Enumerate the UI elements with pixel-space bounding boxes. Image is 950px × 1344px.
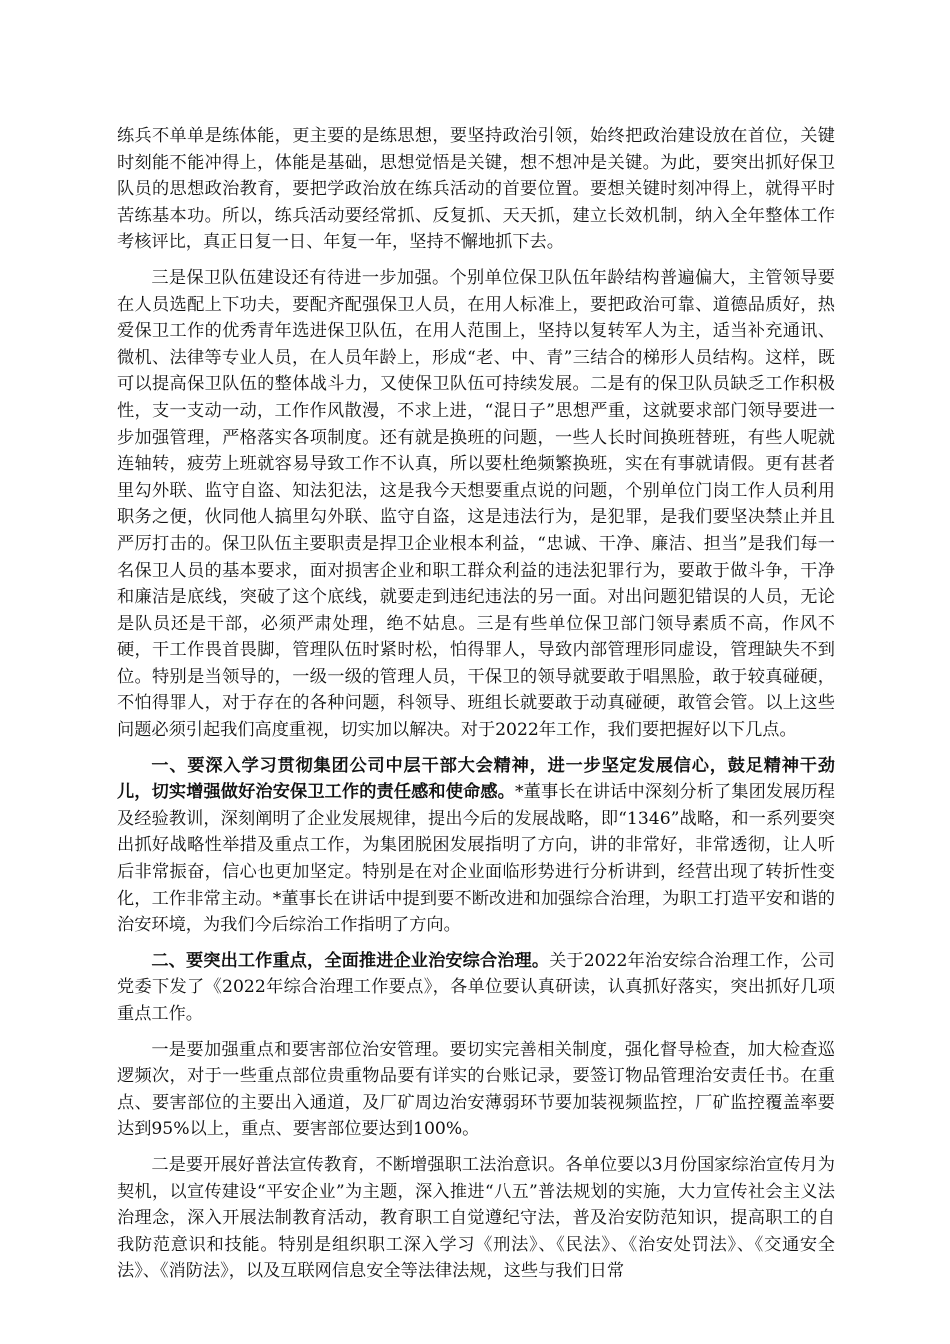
paragraph-text: 二是要开展好普法宣传教育，不断增强职工法治意识。各单位要以3月份国家综治宣传月为契机，以宣传建设“平安企业”为主题，深入推进“八五”普法规划的实施，大力宣传社会主义法治理念，深入开展法制教育活动，教育职工自觉遵纪守法，普及治安防范知识，提高职工的自我防范意识和技能。特别是组织职工深入学习《刑法》、《民法》、《治安处罚法》、《交通安全法》、《消防法》，以及互联网信息安全等法律法规，这些与我们日常 — [117, 1154, 835, 1282]
paragraph-team-building — [117, 265, 835, 744]
paragraph-text: *董事长在讲话中深刻分析了集团发展历程及经验教训，深刻阐明了企业发展规律，提出今后的发展战略，即“1346”战略，和一系列要突出抓好战略性举措及重点工作，为集团脱困发展指明了方向，讲的非常好，非常透彻，让人听后非常振奋，信心也更加坚定。特别是在对企业面临形势进行分析讲到，经营出现了转折性变化，工作非常主动。*董事长在讲话中提到要不断改进和加强综合治理，为职工打造平安和谐的治安环境，为我们今后综治工作指明了方向。 — [117, 782, 835, 936]
paragraph-key-areas — [117, 1037, 835, 1143]
paragraph-section-two — [117, 948, 835, 1028]
section-heading: 一、要深入学习贯彻集团公司中层干部大会精神，进一步坚定发展信心，鼓足精神干劲儿，切实增强做好治安保卫工作的责任感和使命感。 — [117, 755, 835, 803]
paragraph-text: 关于2022年治安综合治理工作，公司党委下发了《2022年综合治理工作要点》，各单位要认真研读，认真抓好落实，突出抓好几项重点工作。 — [117, 950, 835, 1024]
paragraph-text: 三是保卫队伍建设还有待进一步加强。个别单位保卫队伍年龄结构普遍偏大，主管领导要在人员选配上下功夫，要配齐配强保卫人员，在用人标准上，要把政治可靠、道德品质好，热爱保卫工作的优秀青年选进保卫队伍，在用人范围上，坚持以复转军人为主，适当补充通讯、微机、法律等专业人员，在人员年龄上，形成“老、中、青”三结合的梯形人员结构。这样，既可以提高保卫队伍的整体战斗力，又使保卫队伍可持续发展。二是有的保卫队员缺乏工作积极性，支一支动一动，工作作风散漫，不求上进，“混日子”思想严重，这就要求部门领导要进一步加强管理，严格落实各项制度。还有就是换班的问题，一些人长时间换班替班，有些人呢就连轴转，疲劳上班就容易导致工作不认真，所以要杜绝频繁换班，实在有事就请假。更有甚者里勾外联、监守自盗、知法犯法，这是我今天想要重点说的问题，个别单位门岗工作人员利用职务之便，伙同他人搞里勾外联、监守自盗，这是违法行为，是犯罪，是我们要坚决禁止并且严厉打击的。保卫队伍主要职责是捍卫企业根本利益，“忠诚、干净、廉洁、担当”是我们每一名保卫人员的基本要求，面对损害企业和职工群众利益的违法犯罪行为，要敢于做斗争，干净和廉洁是底线，突破了这个底线，就要走到违纪违法的另一面。对出问题犯错误的人员，无论是队员还是干部，必须严肃处理，绝不姑息。三是有些单位保卫部门领导素质不高，作风不硬，干工作畏首畏脚，管理队伍时紧时松，怕得罪人，导致内部管理形同虚设，管理缺失不到位。特别是当领导的，一级一级的管理人员，干保卫的领导就要敢于唱黑脸，敢于较真碰硬，不怕得罪人，对于存在的各种问题，科领导、班组长就要敢于动真碰硬，敢管会管。以上这些问题必须引起我们高度重视，切实加以解决。对于2022年工作，我们要把握好以下几点。 — [117, 267, 835, 741]
document-page — [117, 123, 835, 1294]
paragraph-text: 练兵不单单是练体能，更主要的是练思想，要坚持政治引领，始终把政治建设放在首位，关键时刻能不能冲得上，体能是基础，思想觉悟是关键，想不想冲是关键。为此，要突出抓好保卫队员的思想政治教育，要把学政治放在练兵活动的首要位置。要想关键时刻冲得上，就得平时苦练基本功。所以，练兵活动要经常抓、反复抓、天天抓，建立长效机制，纳入全年整体工作考核评比，真正日复一日、年复一年，坚持不懈地抓下去。 — [117, 126, 835, 253]
paragraph-legal-education — [117, 1152, 835, 1285]
section-heading: 二、要突出工作重点，全面推进企业治安综合治理。 — [151, 950, 550, 971]
paragraph-text: 一是要加强重点和要害部位治安管理。要切实完善相关制度，强化督导检查，加大检查巡逻频次，对于一些重点部位贵重物品要有详实的台账记录，要签订物品管理治安责任书。在重点、要害部位的主要出入通道，及厂矿周边治安薄弱环节要加装视频监控，厂矿监控覆盖率要达到95%以上，重点、要害部位要达到100%。 — [117, 1039, 835, 1140]
paragraph-section-one — [117, 753, 835, 939]
paragraph-training — [117, 123, 835, 256]
